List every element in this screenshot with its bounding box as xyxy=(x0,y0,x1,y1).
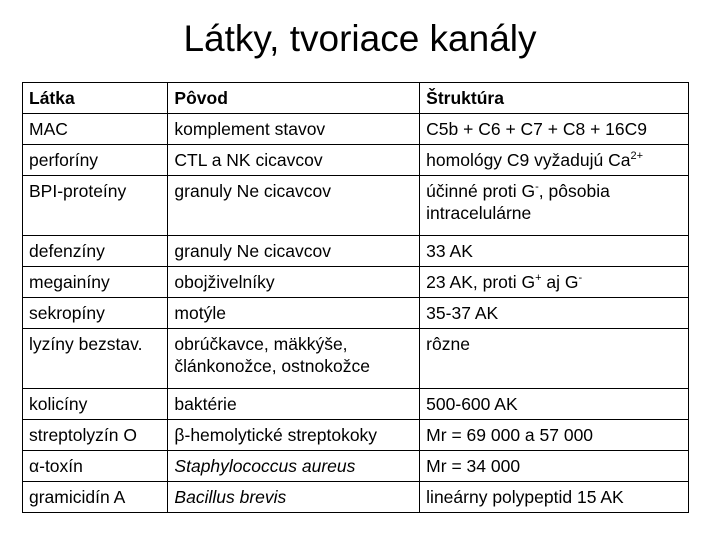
superscript: + xyxy=(535,272,542,284)
cell-struktura: lineárny polypeptid 15 AK xyxy=(420,482,689,513)
cell-povod: Staphylococcus aureus xyxy=(168,451,420,482)
header-povod: Pôvod xyxy=(168,83,420,114)
superscript: 2+ xyxy=(630,150,643,162)
header-struktura: Štruktúra xyxy=(420,83,689,114)
cell-povod: baktérie xyxy=(168,389,420,420)
cell-latka: defenzíny xyxy=(23,236,168,267)
cell-struktura xyxy=(420,145,689,176)
cell-latka: sekropíny xyxy=(23,298,168,329)
table-row xyxy=(23,176,689,236)
cell-povod: obrúčkavce, mäkkýše, článkonožce, ostnokožce xyxy=(168,329,420,389)
cell-latka: gramicidín A xyxy=(23,482,168,513)
table-row xyxy=(23,420,689,451)
cell-latka: BPI-proteíny xyxy=(23,176,168,236)
cell-povod: Bacillus brevis xyxy=(168,482,420,513)
cell-povod: motýle xyxy=(168,298,420,329)
cell-latka: megainíny xyxy=(23,267,168,298)
table-row xyxy=(23,389,689,420)
table-row xyxy=(23,267,689,298)
cell-struktura: 35-37 AK xyxy=(420,298,689,329)
cell-latka: MAC xyxy=(23,114,168,145)
cell-struktura-text: homológy C9 vyžadujú Ca xyxy=(426,150,631,170)
table-row xyxy=(23,482,689,513)
cell-povod: β-hemolytické streptokoky xyxy=(168,420,420,451)
cell-povod: granuly Ne cicavcov xyxy=(168,176,420,236)
cell-latka: α-toxín xyxy=(23,451,168,482)
table-row xyxy=(23,145,689,176)
table-row xyxy=(23,298,689,329)
table-row xyxy=(23,451,689,482)
table-row xyxy=(23,114,689,145)
cell-struktura: 500-600 AK xyxy=(420,389,689,420)
cell-struktura-text: účinné proti G xyxy=(426,181,536,201)
superscript: - xyxy=(578,272,583,284)
cell-struktura xyxy=(420,267,689,298)
cell-struktura: Mr = 69 000 a 57 000 xyxy=(420,420,689,451)
channel-table xyxy=(22,82,689,513)
cell-latka: streptolyzín O xyxy=(23,420,168,451)
cell-povod: obojživelníky xyxy=(168,267,420,298)
table-header-row xyxy=(23,83,689,114)
cell-latka: perforíny xyxy=(23,145,168,176)
table-row xyxy=(23,236,689,267)
cell-struktura: 33 AK xyxy=(420,236,689,267)
superscript: - xyxy=(535,181,539,193)
cell-povod: komplement stavov xyxy=(168,114,420,145)
cell-struktura xyxy=(420,176,689,236)
cell-latka: kolicíny xyxy=(23,389,168,420)
cell-povod: CTL a NK cicavcov xyxy=(168,145,420,176)
slide-title: Látky, tvoriace kanály xyxy=(183,18,537,59)
cell-struktura: C5b + C6 + C7 + C8 + 16C9 xyxy=(420,114,689,145)
cell-struktura-text-after: , pôsobia intracelulárne xyxy=(426,181,610,223)
cell-struktura-text-after: aj G xyxy=(541,272,579,292)
table-row xyxy=(23,329,689,389)
cell-latka: lyzíny bezstav. xyxy=(23,329,168,389)
cell-struktura: rôzne xyxy=(420,329,689,389)
header-latka: Látka xyxy=(23,83,168,114)
cell-povod: granuly Ne cicavcov xyxy=(168,236,420,267)
cell-struktura-text: 23 AK, proti G xyxy=(426,272,536,292)
cell-struktura: Mr = 34 000 xyxy=(420,451,689,482)
